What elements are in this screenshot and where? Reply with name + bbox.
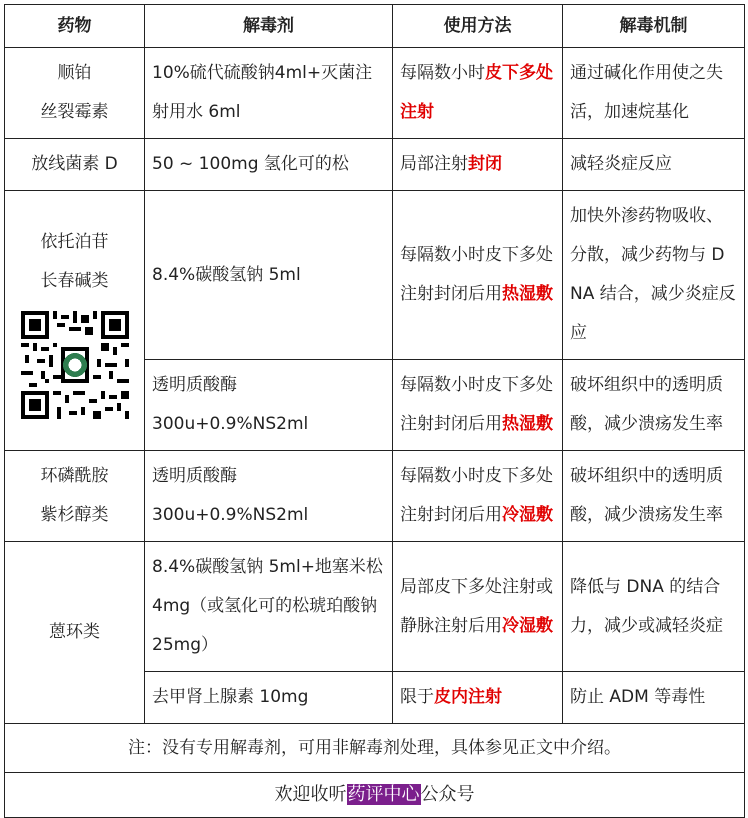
method-emphasis: 热湿敷 (502, 414, 553, 434)
mechanism-cell: 加快外渗药物吸收、分散，减少药物与 DNA 结合，减少炎症反应 (563, 191, 745, 360)
mechanism-cell: 破坏组织中的透明质酸，减少溃疡发生率 (563, 451, 745, 542)
table-row (5, 542, 745, 672)
table-row (5, 48, 745, 139)
method-cell (393, 451, 563, 542)
mechanism-cell: 降低与 DNA 的结合力，减少或减轻炎症 (563, 542, 745, 672)
method-text: 每隔数小时皮下多处注射封闭后用 (400, 245, 553, 304)
method-text: 每隔数小时 (400, 63, 485, 83)
footer-highlight[interactable]: 药评中心 (347, 784, 420, 805)
antidote-table (4, 4, 745, 818)
antidote-cell: 8.4%碳酸氢钠 5ml (145, 191, 393, 360)
footer-row (5, 773, 745, 818)
header-row (5, 5, 745, 48)
method-text: 限于 (400, 687, 434, 707)
method-cell (393, 139, 563, 191)
drug-name: 放线菌素 D (31, 154, 118, 174)
mechanism-cell: 防止 ADM 等毒性 (563, 672, 745, 724)
header-method: 使用方法 (393, 5, 563, 48)
header-mechanism: 解毒机制 (563, 5, 745, 48)
antidote-cell: 8.4%碳酸氢钠 5ml+地塞米松 4mg（或氢化可的松琥珀酸钠 25mg） (145, 542, 393, 672)
drug-name: 环磷酰胺 (40, 466, 109, 486)
antidote-cell: 去甲肾上腺素 10mg (145, 672, 393, 724)
drug-name: 丝裂霉素 (40, 102, 109, 122)
drug-name: 顺铂 (57, 63, 92, 83)
note-row (5, 724, 745, 773)
footer (5, 773, 745, 818)
method-text: 局部皮下多处注射或静脉注射后用 (400, 576, 553, 636)
antidote-line: 300u+0.9%NS2ml (152, 505, 309, 525)
antidote-cell (145, 451, 393, 542)
footer-text: 公众号 (420, 784, 475, 805)
method-cell (393, 48, 563, 139)
method-text: 每隔数小时皮下多处注射封闭后用 (400, 466, 553, 525)
table-row (5, 139, 745, 191)
mechanism-cell: 破坏组织中的透明质酸，减少溃疡发生率 (563, 360, 745, 451)
method-emphasis: 热湿敷 (502, 284, 553, 304)
method-emphasis: 冷湿敷 (502, 505, 553, 525)
method-cell (393, 672, 563, 724)
drug-cell (5, 542, 145, 724)
method-text: 每隔数小时皮下多处注射封闭后用 (400, 375, 553, 434)
method-text: 局部注射 (400, 154, 468, 174)
antidote-line: 透明质酸酶 (152, 375, 237, 395)
antidote-cell: 50 ~ 100mg 氢化可的松 (145, 139, 393, 191)
drug-cell (5, 451, 145, 542)
method-cell (393, 360, 563, 451)
drug-cell (5, 191, 145, 451)
table-row (5, 451, 745, 542)
antidote-cell: 10%硫代硫酸钠4ml+灭菌注射用水 6ml (145, 48, 393, 139)
qr-code-icon (21, 311, 129, 419)
method-emphasis: 封闭 (468, 154, 502, 174)
method-cell (393, 542, 563, 672)
table-row (5, 191, 745, 360)
header-drug: 药物 (5, 5, 145, 48)
antidote-line: 透明质酸酶 (152, 466, 237, 486)
drug-name: 依托泊苷 (40, 231, 109, 252)
method-cell (393, 191, 563, 360)
table-note: 注：没有专用解毒剂，可用非解毒剂处理，具体参见正文中介绍。 (5, 724, 745, 773)
header-antidote: 解毒剂 (145, 5, 393, 48)
method-emphasis: 皮内注射 (434, 687, 502, 707)
drug-name: 蒽环类 (49, 622, 100, 642)
antidote-cell (145, 360, 393, 451)
drug-name: 紫杉醇类 (40, 505, 109, 525)
drug-cell (5, 48, 145, 139)
mechanism-cell: 通过碱化作用使之失活，加速烷基化 (563, 48, 745, 139)
drug-cell (5, 139, 145, 191)
method-emphasis: 皮下多处注射 (400, 63, 553, 122)
mechanism-cell: 减轻炎症反应 (563, 139, 745, 191)
footer-text: 欢迎收听 (274, 784, 347, 805)
method-emphasis: 冷湿敷 (502, 615, 553, 636)
antidote-line: 300u+0.9%NS2ml (152, 414, 309, 434)
drug-name: 长春碱类 (40, 270, 109, 291)
